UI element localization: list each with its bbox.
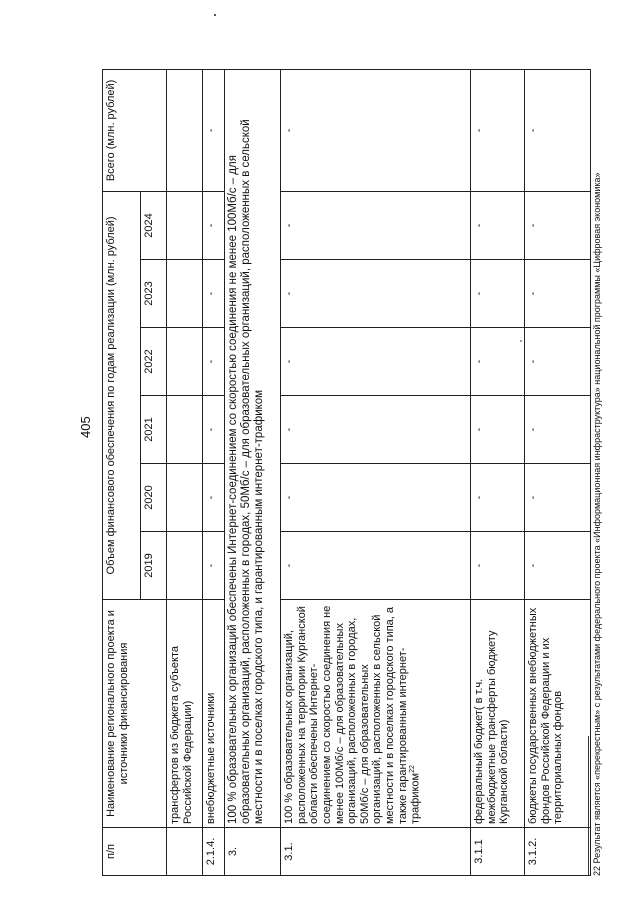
value-cell: - (471, 260, 525, 328)
value-cell: - (525, 69, 591, 191)
value-cell: - (471, 464, 525, 532)
value-cell: - (471, 328, 525, 396)
footnote-number: 22 (592, 865, 602, 876)
page-number: 405 (78, 416, 93, 438)
value-cell: - (281, 464, 471, 532)
value-cell (167, 69, 203, 191)
table-row (471, 69, 525, 875)
footnote-mark: 22 (409, 765, 417, 773)
row-number: 3.1.1 (471, 828, 525, 876)
row-name: федеральный бюджет( в т.ч. межбюджетные трансферты бюджету Курганской области) (471, 600, 525, 828)
value-cell: - (525, 464, 591, 532)
value-cell (167, 532, 203, 600)
value-cell: - (203, 532, 225, 600)
value-cell: - (281, 396, 471, 464)
value-cell: - (203, 396, 225, 464)
value-cell (167, 464, 203, 532)
header-year: 2023 (141, 260, 167, 328)
value-cell: - (281, 260, 471, 328)
table-row (225, 69, 281, 875)
header-num: п/п (103, 828, 167, 876)
footnote-divider (588, 736, 589, 876)
row-number: 3.1.2. (525, 828, 591, 876)
value-cell (167, 191, 203, 259)
row-number (167, 828, 203, 876)
row-name: трансфертов из бюджета субъекта Российской Федерации) (167, 600, 203, 828)
value-cell: - (471, 69, 525, 191)
header-year: 2019 (141, 532, 167, 600)
table-row (167, 69, 203, 875)
rotated-page-content (102, 56, 622, 876)
header-year: 2021 (141, 396, 167, 464)
table-row (525, 69, 591, 875)
value-cell: - (525, 396, 591, 464)
value-cell: - (281, 328, 471, 396)
row-name-text: 100 % образовательных организаций, расположенных на территории Курганской области обеспечены Интернет-соединением со скоростью соединения не менее 100Мб/с – для образовательных организаций, расположенных в городах, 50Мб/с – для образовательных организаций, расположенных в сельской местности и в поселках городского типа, а также гарантированным интернет-трафиком (283, 605, 423, 824)
value-cell (167, 396, 203, 464)
value-cell: - (525, 260, 591, 328)
header-name: Наименование регионального проекта и источники финансирования (103, 600, 167, 828)
value-cell: - (281, 532, 471, 600)
scan-speck (214, 14, 216, 16)
header-year: 2024 (141, 191, 167, 259)
value-cell: - (203, 328, 225, 396)
value-cell: - (203, 191, 225, 259)
header-total: Всего (млн. рублей) (103, 69, 167, 191)
footnote (592, 70, 603, 876)
row-number: 3.1. (281, 828, 471, 876)
value-cell: - (281, 191, 471, 259)
row-name: бюджеты государственных внебюджетных фондов Российской Федерации и их территориальных фондов (525, 600, 591, 828)
value-cell: - (203, 464, 225, 532)
financing-table (102, 69, 591, 876)
value-cell: - (471, 532, 525, 600)
value-cell: - (471, 191, 525, 259)
row-name: внебюджетные источники (203, 600, 225, 828)
value-cell: - (525, 532, 591, 600)
value-cell (167, 260, 203, 328)
header-year: 2020 (141, 464, 167, 532)
value-cell: - (203, 69, 225, 191)
table-row (281, 69, 471, 875)
table-row (203, 69, 225, 875)
value-cell: - (281, 69, 471, 191)
value-cell: - (525, 328, 591, 396)
value-cell: - (471, 396, 525, 464)
row-number: 3. (225, 828, 281, 876)
value-cell: - (203, 260, 225, 328)
footnote-text: Результат является «перекрестным» с результатами федерального проекта «Информационная инфраструктура» национальной программы «Цифровая экономика» (592, 172, 602, 864)
section-heading: 100 % образовательных организаций обеспечены Интернет-соединением со скоростью соединения не менее 100Мб/с – для образовательных организаций, расположенных в городах, 50Мб/с – для образовательных организаций, расположенных в сельской местности и в поселках городского типа, и гарантированным интернет-трафиком (225, 69, 281, 827)
header-year: 2022 (141, 328, 167, 396)
row-name (281, 600, 471, 828)
header-volume: Объем финансового обеспечения по годам реализации (млн. рублей) (103, 191, 141, 599)
value-cell (167, 328, 203, 396)
value-cell: - (525, 191, 591, 259)
row-number: 2.1.4. (203, 828, 225, 876)
